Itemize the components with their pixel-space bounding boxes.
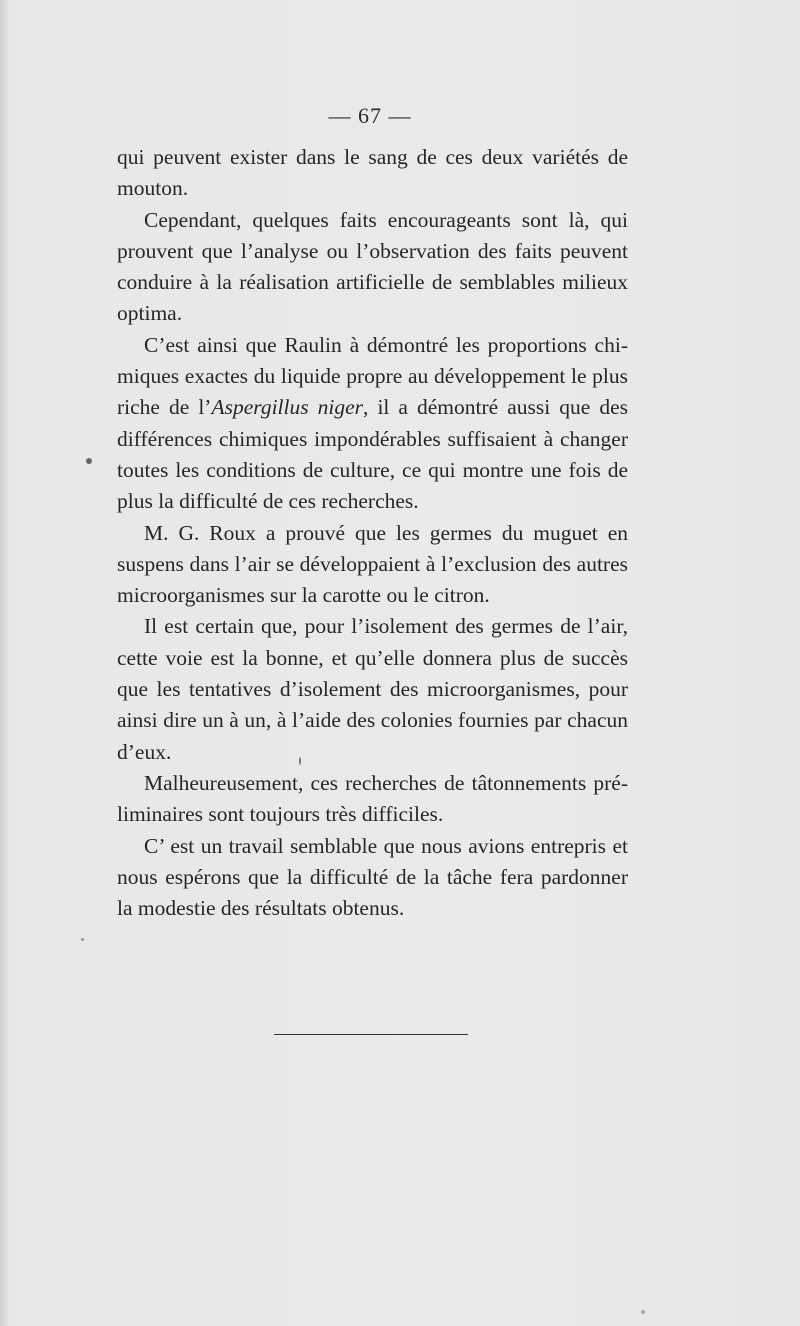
text-run: qui peuvent exister dans le sang de ces deux variétés de mouton.: [117, 145, 628, 201]
text-run: C’ est un travail semblable que nous avions entrepris et nous espérons que la difficulté de la tâche fera pardonner la modestie des résultats obtenus.: [117, 833, 628, 921]
text-run: Malheureusement, ces recherches de tâtonnements préliminaires sont toujours très difficiles.: [117, 770, 628, 827]
paragraph: [117, 768, 628, 831]
paragraph: [117, 142, 628, 205]
paragraph: [117, 611, 628, 767]
paragraph: [117, 831, 628, 925]
text-run: M. G. Roux a prouvé que les germes du muguet en suspens dans l’air se développaient à l’exclusion des autres microorganismes sur la carotte ou le citron.: [117, 520, 628, 608]
paragraph: [117, 205, 628, 330]
page-number: — 67 —: [328, 103, 412, 128]
text-run: C’est ainsi que Raulin à démontré les proportions chimiques exactes du liquide propre au développement le plus riche de l’: [117, 332, 628, 420]
ink-speck: [86, 458, 92, 464]
ink-speck: [81, 938, 84, 941]
ink-speck: [641, 1310, 645, 1314]
paragraph: [117, 330, 628, 518]
page-edge-shadow: [0, 0, 8, 1326]
text-run: Il est certain que, pour l’isolement des germes de l’air, cette voie est la bonne, et qu’elle donnera plus de succès que les tentatives d’isolement des microorganismes, pour ainsi dire un à un, à l’aide des colonies fournies par chacun d’eux.: [117, 614, 628, 764]
text-run: Cependant, quelques faits encourageants sont là, qui prouvent que l’analyse ou l’observation des faits peuvent conduire à la réalisation artificielle de semblables milieux optima.: [117, 207, 628, 326]
ink-speck: [299, 757, 301, 765]
text-run: , il a démontré aussi que des différences chimiques impondérables suffisaient à changer toutes les conditions de culture, ce qui montre une fois de plus la difficulté de ces recherches.: [117, 395, 628, 514]
body-text: [117, 142, 628, 924]
italic-run: Aspergillus niger: [211, 395, 364, 420]
section-end-rule: [274, 1034, 468, 1035]
paragraph: [117, 518, 628, 612]
